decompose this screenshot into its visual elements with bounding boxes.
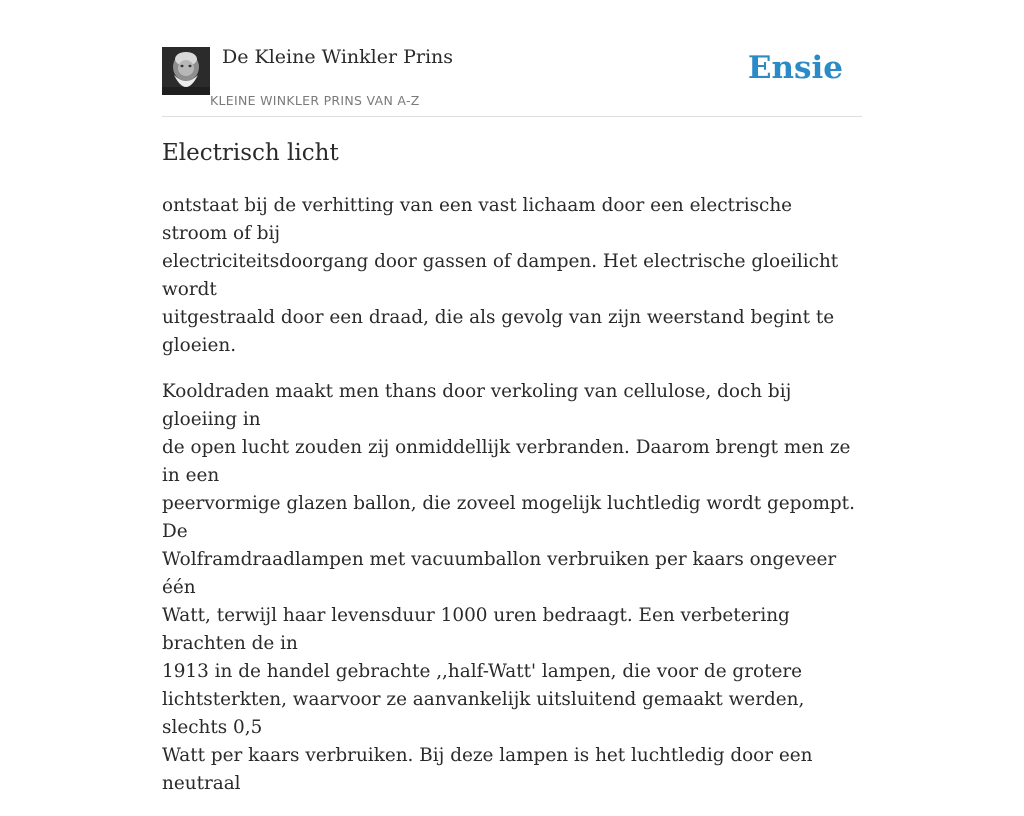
header <box>162 46 862 117</box>
avatar[interactable] <box>162 47 210 95</box>
paragraph: ontstaat bij de verhitting van een vast lichaam door een electrische stroom of bij electriciteitsdoorgang door gassen of dampen. Het electrische gloeilicht wordt uitgestraald door een draad, die als gevolg van zijn weerstand begint te gloeien. <box>162 195 839 356</box>
author-portrait-icon <box>162 47 210 95</box>
site-name[interactable]: De Kleine Winkler Prins <box>222 46 454 68</box>
brand-logo[interactable]: Ensie <box>747 50 843 86</box>
article-body <box>162 192 862 816</box>
page-title: Electrisch licht <box>162 140 339 166</box>
site-subtitle[interactable]: KLEINE WINKLER PRINS VAN A-Z <box>210 93 420 108</box>
paragraph: Kooldraden maakt men thans door verkoling van cellulose, doch bij gloeiing in de open lucht zouden zij onmiddellijk verbranden. Daarom brengt men ze in een peervormige glazen ballon, die zoveel mogelijk luchtledig wordt gepompt. De Wolframdraadlampen met vacuumballon verbruiken per kaars ongeveer één Watt, terwijl haar levensduur 1000 uren bedraagt. Een verbetering brachten de in 1913 in de handel gebrachte ,,half-Watt' lampen, die voor de grotere lichtsterkten, waarvoor ze aanvankelijk uitsluitend gemaakt werden, slechts 0,5 Watt per kaars verbruiken. Bij deze lampen is het luchtledig door een neutraal <box>162 381 855 794</box>
